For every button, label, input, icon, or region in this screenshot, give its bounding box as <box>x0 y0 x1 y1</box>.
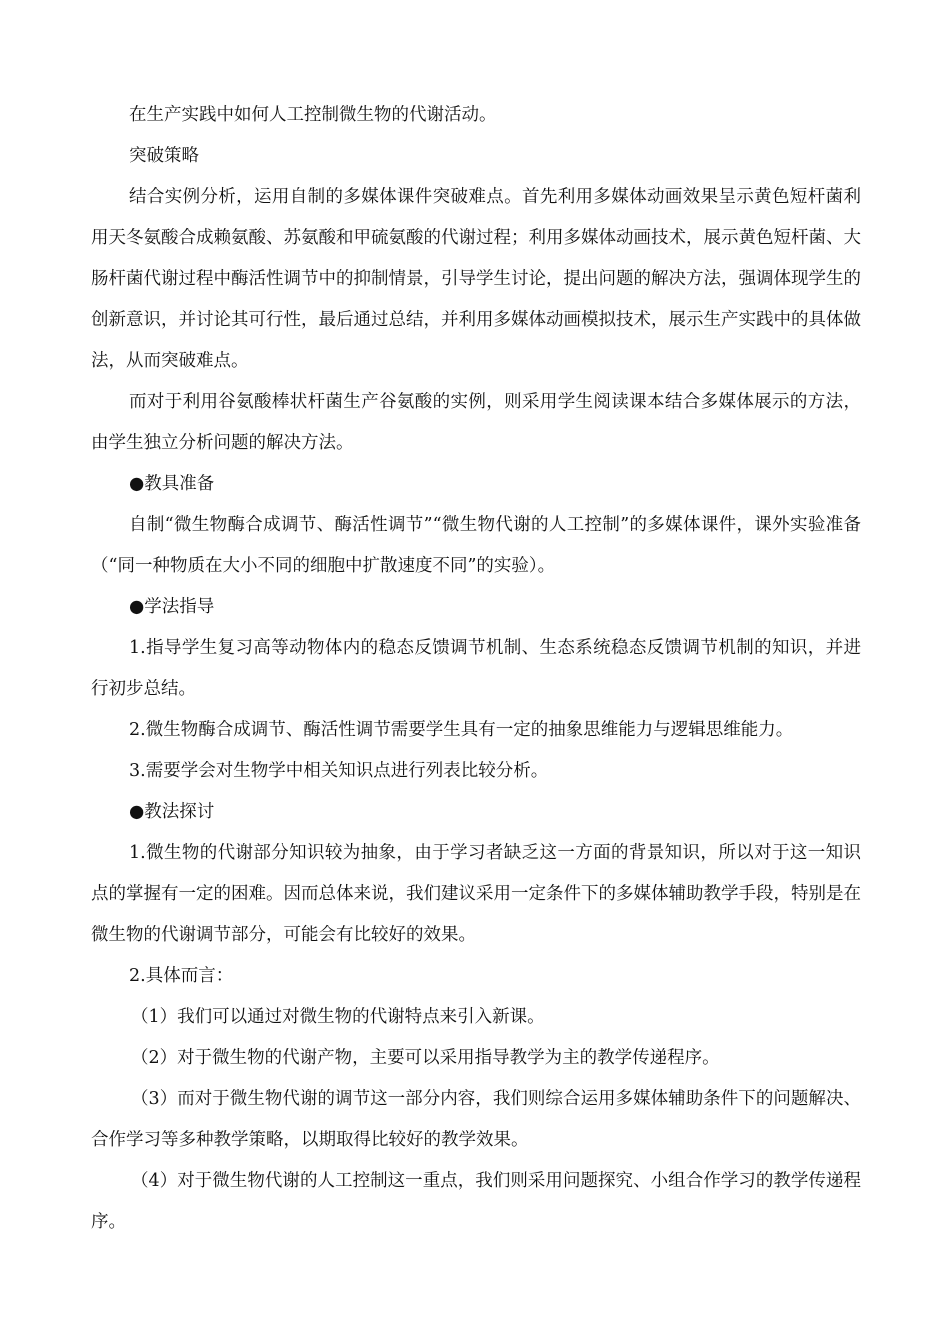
heading-teaching-aids: ●教具准备 <box>129 474 215 494</box>
paragraph-strategy-body: 结合实例分析，运用自制的多媒体课件突破难点。首先利用多媒体动画效果呈示黄色短杆菌利用天冬氨酸合成赖氨酸、苏氨酸和甲硫氨酸的代谢过程；利用多媒体动画技术，展示黄色短杆菌、大肠杆菌代谢过程中酶活性调节中的抑制情景，引导学生讨论，提出问题的解决方法，强调体现学生的创新意识，并讨论其可行性，最后通过总结，并利用多媒体动画模拟技术，展示生产实践中的具体做法，从而突破难点。 <box>91 187 861 371</box>
list-item-method-2: 2.具体而言： <box>129 966 234 986</box>
sub-item-method-4: （4）对于微生物代谢的人工控制这一重点，我们则采用问题探究、小组合作学习的教学传递程序。 <box>91 1171 861 1232</box>
sub-item-method-1: （1）我们可以通过对微生物的代谢特点来引入新课。 <box>131 1007 545 1027</box>
list-item-guidance-1: 1.指导学生复习高等动物体内的稳态反馈调节机制、生态系统稳态反馈调节机制的知识，并进行初步总结。 <box>91 638 861 699</box>
list-item-guidance-3: 3.需要学会对生物学中相关知识点进行列表比较分析。 <box>129 761 549 781</box>
heading-breakthrough-strategy: 突破策略 <box>129 146 199 166</box>
document-page <box>91 95 861 1243</box>
paragraph-teaching-aids: 自制“微生物酶合成调节、酶活性调节”“微生物代谢的人工控制”的多媒体课件，课外实验准备（“同一种物质在大小不同的细胞中扩散速度不同”的实验）。 <box>91 515 861 576</box>
heading-teaching-methods: ●教法探讨 <box>129 802 215 822</box>
heading-study-guidance: ●学法指导 <box>129 597 215 617</box>
sub-item-method-3: （3）而对于微生物代谢的调节这一部分内容，我们则综合运用多媒体辅助条件下的问题解决、合作学习等多种教学策略，以期取得比较好的教学效果。 <box>91 1089 861 1150</box>
list-item-method-1: 1.微生物的代谢部分知识较为抽象，由于学习者缺乏这一方面的背景知识，所以对于这一知识点的掌握有一定的困难。因而总体来说，我们建议采用一定条件下的多媒体辅助教学手段，特别是在微生物的代谢调节部分，可能会有比较好的效果。 <box>91 843 861 945</box>
paragraph-glutamate-example: 而对于利用谷氨酸棒状杆菌生产谷氨酸的实例，则采用学生阅读课本结合多媒体展示的方法，由学生独立分析问题的解决方法。 <box>91 392 861 453</box>
paragraph-intro-line: 在生产实践中如何人工控制微生物的代谢活动。 <box>129 105 497 125</box>
sub-item-method-2: （2）对于微生物的代谢产物，主要可以采用指导教学为主的教学传递程序。 <box>131 1048 720 1068</box>
list-item-guidance-2: 2.微生物酶合成调节、酶活性调节需要学生具有一定的抽象思维能力与逻辑思维能力。 <box>129 720 794 740</box>
